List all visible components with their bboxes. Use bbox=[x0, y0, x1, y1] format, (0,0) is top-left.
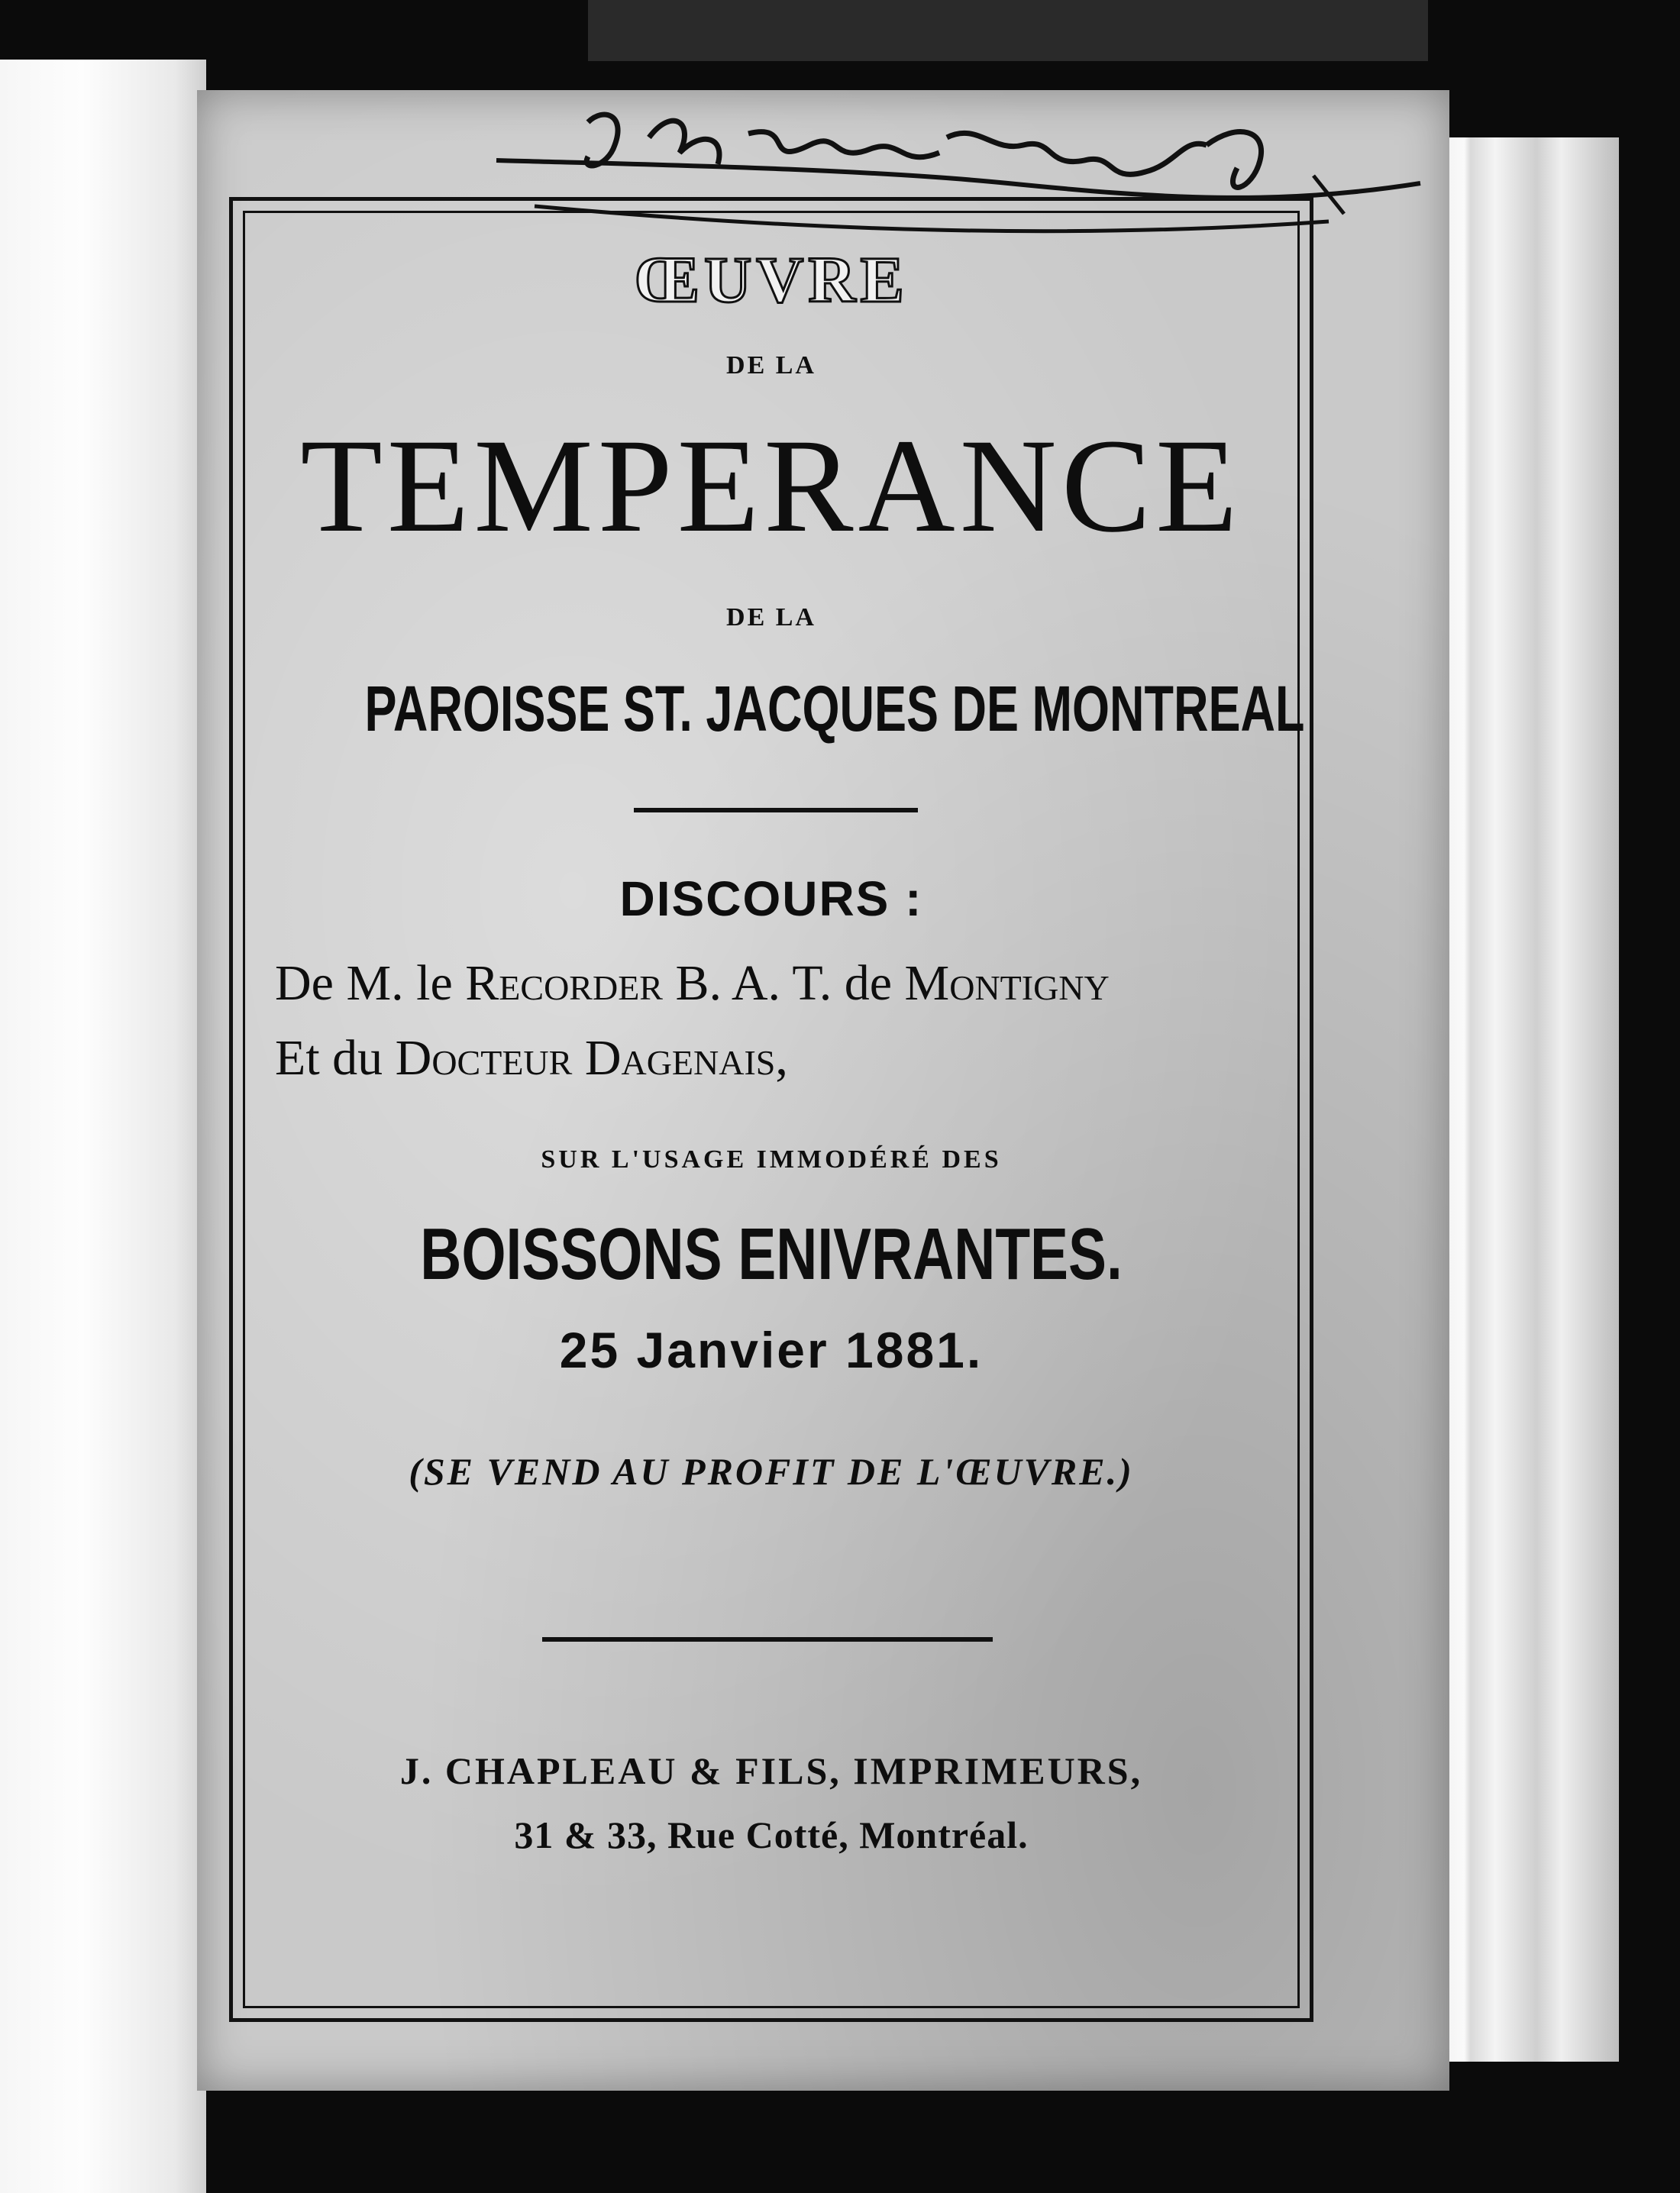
speaker-line-2 bbox=[260, 1029, 1313, 1087]
speaker-line-1-title: Recorder bbox=[465, 955, 663, 1011]
divider-rule-bottom bbox=[542, 1637, 993, 1642]
speech-date: 25 Janvier 1881. bbox=[559, 1322, 984, 1378]
title-temperance: TEMPERANCE bbox=[300, 412, 1242, 560]
speaker-line-1 bbox=[260, 954, 1313, 1013]
sale-note: (SE VEND AU PROFIT DE L'ŒUVRE.) bbox=[409, 1450, 1134, 1493]
printer-name: J. CHAPLEAU & FILS, IMPRIMEURS, bbox=[399, 1749, 1143, 1792]
left-adjacent-sheet bbox=[0, 60, 206, 2193]
speaker-line-1-name: Montigny bbox=[904, 955, 1110, 1011]
subject-main: BOISSONS ENIVRANTES. bbox=[420, 1213, 1123, 1295]
speaker-line-1-prefix: De M. le bbox=[275, 955, 466, 1011]
title-de-la-1: DE LA bbox=[726, 351, 816, 379]
title-de-la-2: DE LA bbox=[726, 603, 816, 631]
speaker-line-2-suffix: , bbox=[775, 1030, 788, 1086]
divider-rule-top bbox=[634, 808, 918, 812]
speaker-line-2-space bbox=[572, 1030, 585, 1086]
top-shadow-strip bbox=[588, 0, 1428, 61]
discours-heading: DISCOURS : bbox=[619, 871, 923, 926]
title-paroisse: PAROISSE ST. JACQUES DE MONTREAL bbox=[364, 673, 1305, 744]
title-oeuvre: ŒUVRE bbox=[634, 243, 909, 316]
speaker-line-1-initials: B. A. T. de bbox=[662, 955, 905, 1011]
printer-address: 31 & 33, Rue Cotté, Montréal. bbox=[514, 1814, 1029, 1856]
speaker-line-2-title: Docteur bbox=[395, 1030, 573, 1086]
speaker-line-2-name: Dagenais bbox=[584, 1030, 776, 1086]
speaker-line-2-prefix: Et du bbox=[275, 1030, 396, 1086]
subject-intro: SUR L'USAGE IMMODÉRÉ DES bbox=[541, 1145, 1002, 1174]
